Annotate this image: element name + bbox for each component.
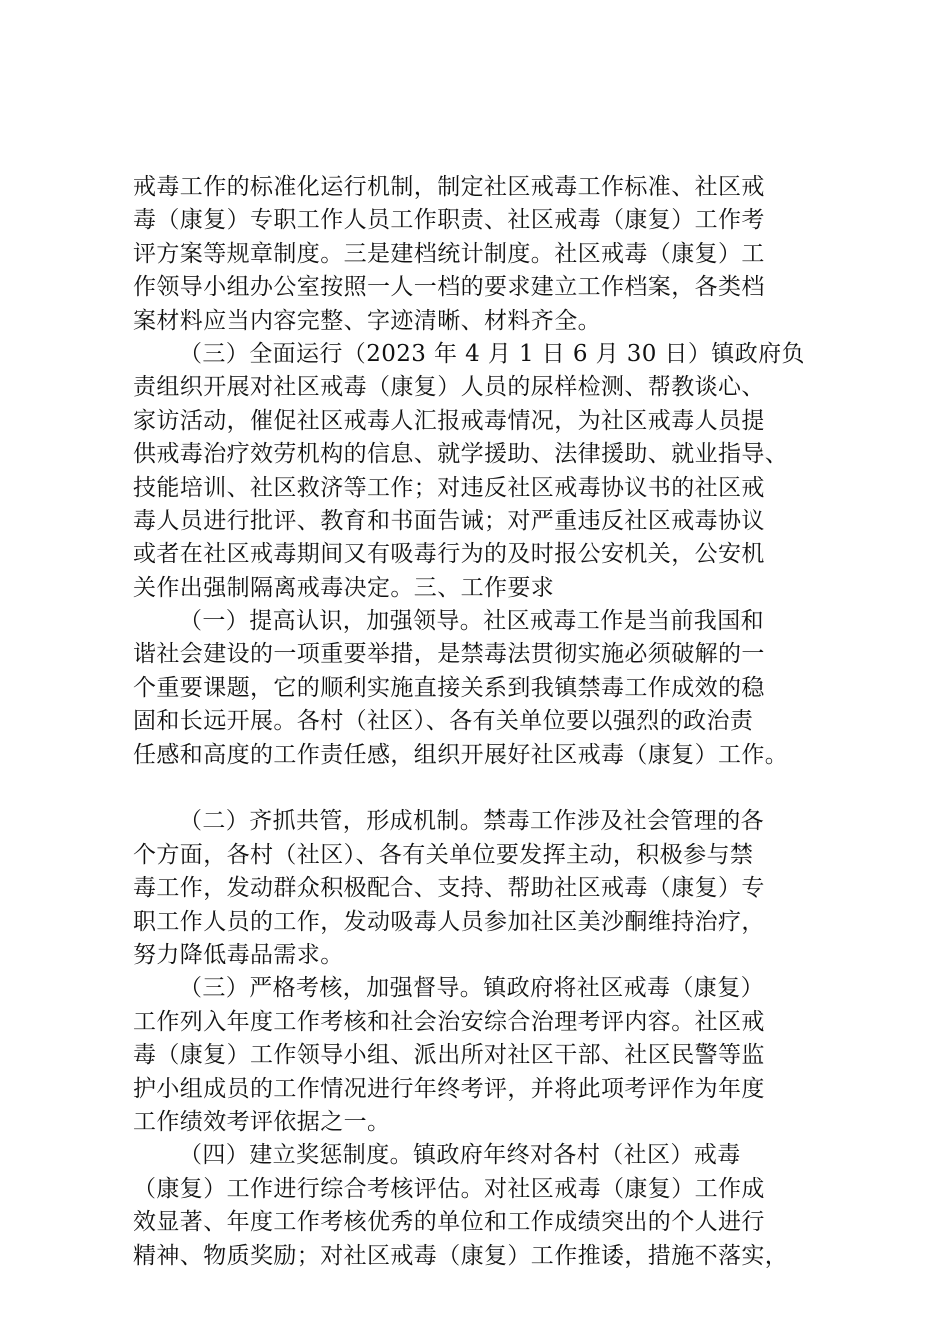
text-line: （二）齐抓共管，形成机制。禁毒工作涉及社会管理的各 — [179, 808, 764, 835]
paragraph-raise-awareness — [133, 605, 833, 772]
text-line: 效显著、年度工作考核优秀的单位和工作成绩突出的个人进行 — [133, 1209, 765, 1236]
text-line: 努力降低毒品需求。 — [133, 941, 344, 968]
text-line: 护小组成员的工作情况进行年终考评，并将此项考评作为年度 — [133, 1075, 765, 1102]
paragraph-rewards-penalties — [133, 1139, 833, 1273]
paragraph-full-operation — [133, 338, 833, 605]
paragraph-mechanism — [133, 171, 833, 338]
text-line: 工作列入年度工作考核和社会治安综合治理考评内容。社区戒 — [133, 1008, 765, 1035]
text-line: （康复）工作进行综合考核评估。对社区戒毒（康复）工作成 — [133, 1175, 765, 1202]
text-line: （三）严格考核，加强督导。镇政府将社区戒毒（康复） — [179, 975, 764, 1002]
text-line: 任感和高度的工作责任感，组织开展好社区戒毒（康复）工作。 — [133, 741, 789, 768]
document-body — [133, 171, 833, 1273]
text-line: 责组织开展对社区戒毒（康复）人员的尿样检测、帮教谈心、 — [133, 374, 765, 401]
text-line: 个方面，各村（社区）、各有关单位要发挥主动，积极参与禁 — [133, 841, 754, 868]
text-line: 案材料应当内容完整、字迹清晰、材料齐全。 — [133, 307, 601, 334]
text-line: 工作绩效考评依据之一。 — [133, 1108, 391, 1135]
text-line: 个重要课题，它的顺利实施直接关系到我镇禁毒工作成效的稳 — [133, 674, 765, 701]
text-line: 或者在社区戒毒期间又有吸毒行为的及时报公安机关，公安机 — [133, 541, 765, 568]
text-line: （一）提高认识，加强领导。社区戒毒工作是当前我国和 — [179, 608, 764, 635]
text-line: （四）建立奖惩制度。镇政府年终对各村（社区）戒毒 — [179, 1142, 741, 1169]
text-line: 固和长远开展。各村（社区）、各有关单位要以强烈的政治责 — [133, 708, 754, 735]
text-line: 毒（康复）工作领导小组、派出所对社区干部、社区民警等监 — [133, 1042, 765, 1069]
paragraph-joint-management — [133, 805, 833, 972]
paragraph-strict-assessment — [133, 972, 833, 1139]
text-line: 毒工作，发动群众积极配合、支持、帮助社区戒毒（康复）专 — [133, 875, 765, 902]
text-line: 供戒毒治疗效劳机构的信息、就学援助、法律援助、就业指导、 — [133, 441, 789, 468]
text-line: （三）全面运行（2023 年 4 月 1 日 6 月 30 日）镇政府负 — [179, 340, 805, 367]
text-line: 戒毒工作的标准化运行机制，制定社区戒毒工作标准、社区戒 — [133, 174, 765, 200]
text-line: 家访活动，催促社区戒毒人汇报戒毒情况，为社区戒毒人员提 — [133, 407, 765, 434]
text-line: 关作出强制隔离戒毒决定。三、工作要求 — [133, 574, 555, 601]
text-line: 毒（康复）专职工作人员工作职责、社区戒毒（康复）工作考 — [133, 207, 765, 234]
text-line: 精神、物质奖励；对社区戒毒（康复）工作推诿，措施不落实， — [133, 1242, 789, 1269]
text-line: 毒人员进行批评、教育和书面告诫；对严重违反社区戒毒协议 — [133, 507, 765, 534]
paragraph-spacer — [133, 772, 833, 805]
text-line: 评方案等规章制度。三是建档统计制度。社区戒毒（康复）工 — [133, 240, 765, 267]
text-line: 谐社会建设的一项重要举措，是禁毒法贯彻实施必须破解的一 — [133, 641, 765, 668]
text-line: 技能培训、社区救济等工作；对违反社区戒毒协议书的社区戒 — [133, 474, 765, 501]
text-line: 作领导小组办公室按照一人一档的要求建立工作档案，各类档 — [133, 274, 765, 301]
text-line: 职工作人员的工作，发动吸毒人员参加社区美沙酮维持治疗， — [133, 908, 765, 935]
